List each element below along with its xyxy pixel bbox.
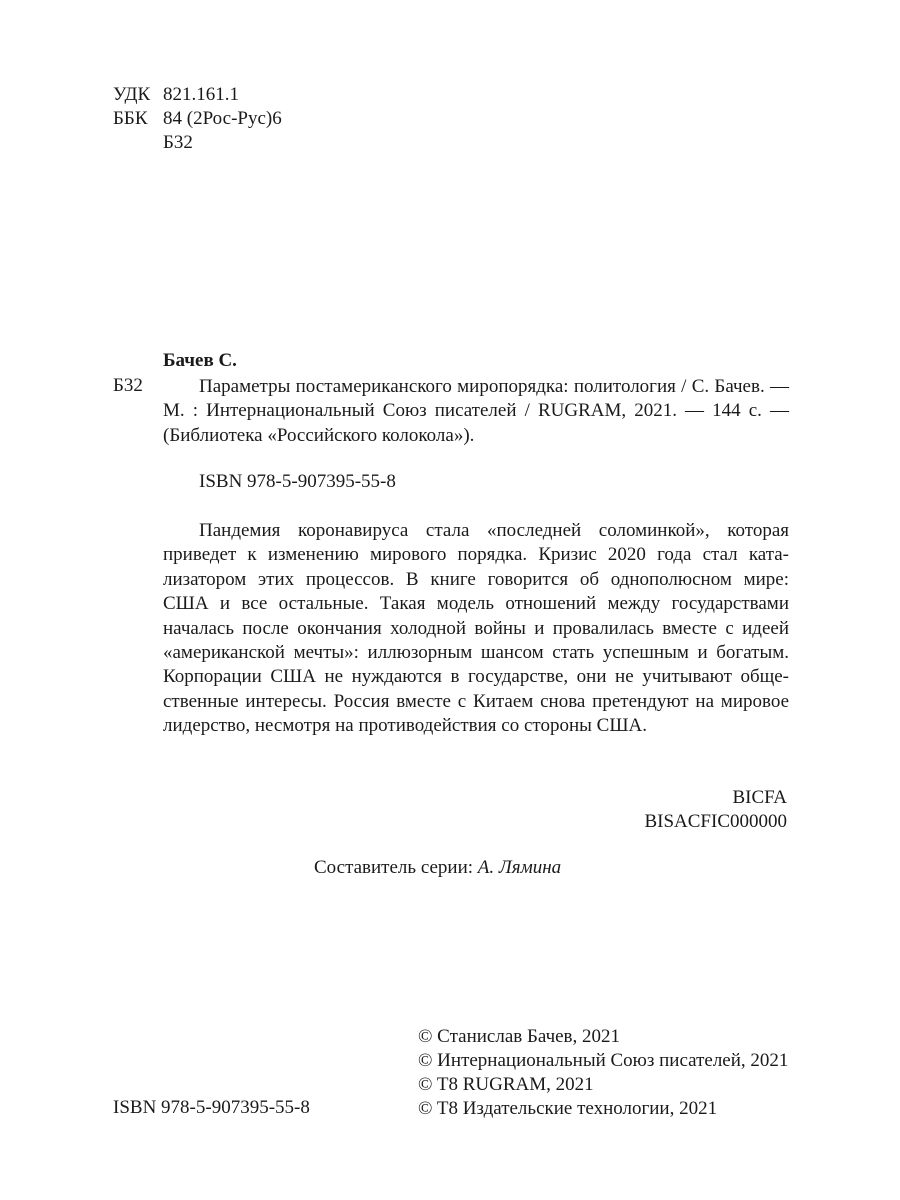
annotation-line: Корпорации США не нуждаются в государстве, они не учитывают обще- — [163, 666, 789, 688]
author-mark: Б32 — [163, 132, 193, 153]
bbk-label: ББК — [113, 108, 148, 129]
annotation-line: началась после окончания холодной войны и провалилась вместе с идеей — [163, 617, 789, 639]
annotation-line: лизатором этих процессов. В книге говорится об однополюсном мире: — [163, 568, 789, 590]
footer-isbn: ISBN 978-5-907395-55-8 — [113, 1097, 310, 1118]
bbk-value: 84 (2Рос-Рус)6 — [163, 108, 282, 129]
annotation-line: Пандемия коронавируса стала «последней соломинкой», которая — [199, 520, 789, 541]
annotation-line: приведет к изменению мирового порядка. Кризис 2020 года стал ката- — [163, 544, 789, 566]
bic-code: BICFA — [732, 787, 787, 808]
annotation-line: лидерство, несмотря на противодействия со стороны США. — [163, 715, 647, 737]
annotation-line: США и все остальные. Такая модель отношений между государствами — [163, 593, 789, 615]
copyright-line: © Интернациональный Союз писателей, 2021 — [418, 1050, 789, 1071]
series-compiler — [314, 857, 561, 879]
bib-line: (Библиотека «Российского колокола»). — [163, 424, 475, 446]
entry-isbn: ISBN 978-5-907395-55-8 — [199, 471, 396, 492]
bib-line: Параметры постамериканского миропорядка: политология / С. Бачев. — — [199, 376, 789, 397]
series-label: Составитель серии: — [314, 857, 474, 878]
copyright-line: © T8 Издательские технологии, 2021 — [418, 1098, 718, 1119]
series-compiler-name: А. Лямина — [477, 857, 562, 878]
bisac-code: BISACFIC000000 — [644, 811, 787, 832]
bib-line: М. : Интернациональный Союз писателей / RUGRAM, 2021. — 144 с. — — [163, 400, 789, 422]
annotation — [163, 519, 789, 739]
subject-codes — [644, 786, 787, 834]
copyright-line: © Станислав Бачев, 2021 — [418, 1026, 621, 1047]
annotation-line: «американской мечты»: иллюзорным шансом стать успешным и богатым. — [163, 642, 789, 664]
bibliographic-description — [163, 375, 789, 448]
udk-label: УДК — [113, 84, 151, 105]
copyright-block — [418, 1025, 788, 1121]
udk-value: 821.161.1 — [163, 84, 239, 105]
entry-mark: Б32 — [113, 375, 143, 396]
entry-author: Бачев С. — [163, 350, 237, 371]
copyright-line: © T8 RUGRAM, 2021 — [418, 1074, 594, 1095]
annotation-line: ственные интересы. Россия вместе с Китаем снова претендуют на мировое — [163, 690, 789, 712]
